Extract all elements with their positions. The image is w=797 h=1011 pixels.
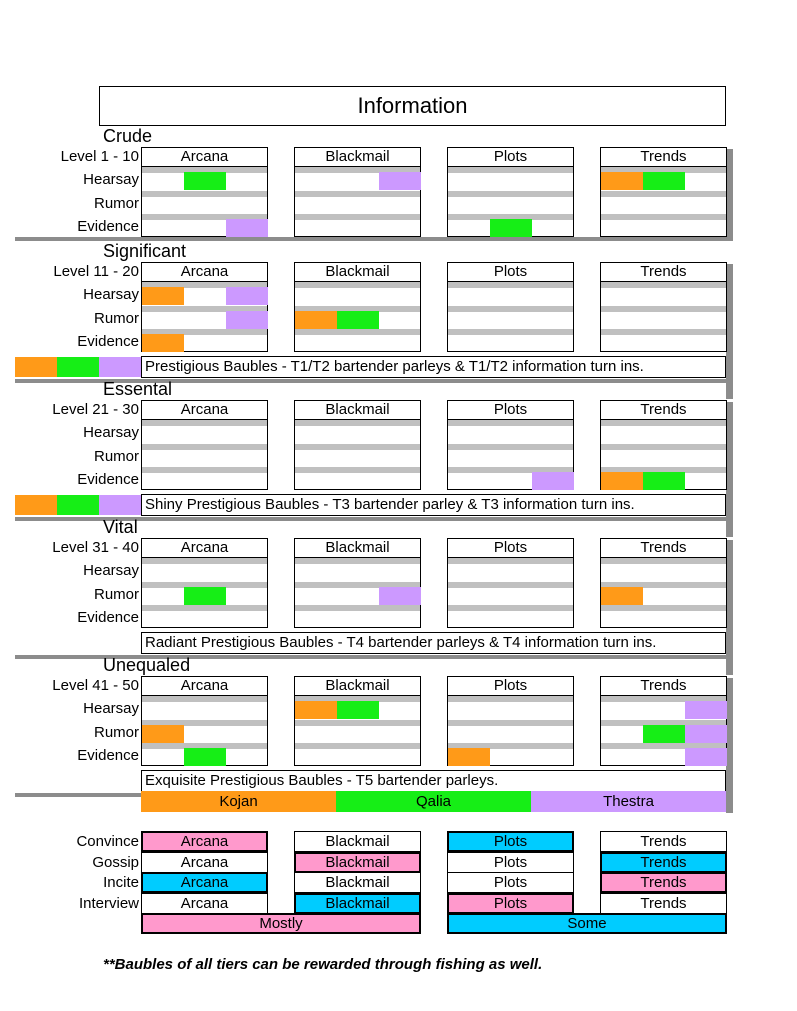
row-separator <box>448 605 573 611</box>
row-separator <box>295 282 420 288</box>
row-separator <box>142 467 267 473</box>
row-separator <box>448 444 573 450</box>
column-header-blackmail: Blackmail <box>294 676 421 696</box>
row-separator <box>601 558 726 564</box>
info-bar-thestra <box>226 219 268 237</box>
row-separator <box>601 329 726 335</box>
column-header-plots: Plots <box>447 147 574 167</box>
action-cell-trends: Trends <box>600 852 727 873</box>
summary-some: Some <box>447 913 727 934</box>
row-label-rumor: Rumor <box>93 447 139 465</box>
row-label-evidence: Evidence <box>77 218 139 235</box>
footnote: **Baubles of all tiers can be rewarded through fishing as well. <box>103 956 543 973</box>
action-cell-plots: Plots <box>447 831 574 852</box>
info-bar-qalia <box>643 725 685 743</box>
section-title: Essental <box>103 379 173 399</box>
level-range: Level 11 - 20 <box>53 263 139 280</box>
table-shadow <box>726 149 733 240</box>
row-separator <box>295 605 420 611</box>
row-separator <box>448 696 573 702</box>
info-bar-qalia <box>490 219 532 237</box>
row-label-hearsay: Hearsay <box>83 171 139 188</box>
info-bar-kojan <box>601 587 643 605</box>
column-header-plots: Plots <box>447 538 574 558</box>
column-grid <box>600 281 727 352</box>
tier-note: Prestigious Baubles - T1/T2 bartender parleys & T1/T2 information turn ins. <box>141 356 726 378</box>
row-separator <box>601 444 726 450</box>
row-separator <box>448 306 573 312</box>
row-separator <box>142 558 267 564</box>
row-separator <box>142 444 267 450</box>
row-separator <box>295 214 420 220</box>
row-separator <box>295 444 420 450</box>
info-bar-qalia <box>643 472 685 490</box>
column-header-arcana: Arcana <box>141 400 268 420</box>
level-range: Level 41 - 50 <box>52 677 139 694</box>
info-bar-kojan <box>601 172 643 190</box>
info-bar-kojan <box>142 725 184 743</box>
tier-note: Shiny Prestigious Baubles - T3 bartender parley & T3 information turn ins. <box>141 494 726 516</box>
column-header-trends: Trends <box>600 676 727 696</box>
info-bar-thestra <box>379 587 421 605</box>
row-separator <box>601 282 726 288</box>
row-separator <box>295 467 420 473</box>
row-separator <box>448 558 573 564</box>
info-bar-kojan <box>295 701 337 719</box>
column-header-blackmail: Blackmail <box>294 147 421 167</box>
row-separator <box>448 282 573 288</box>
note-swatch-kojan <box>15 495 57 515</box>
row-separator <box>601 605 726 611</box>
row-label-rumor: Rumor <box>93 309 139 327</box>
column-header-blackmail: Blackmail <box>294 538 421 558</box>
legend-qalia: Qalia <box>336 791 531 812</box>
row-separator <box>448 329 573 335</box>
info-bar-qalia <box>184 172 226 190</box>
action-cell-blackmail: Blackmail <box>294 831 421 852</box>
column-header-arcana: Arcana <box>141 676 268 696</box>
legend-thestra: Thestra <box>531 791 726 812</box>
info-bar-kojan <box>142 334 184 352</box>
row-label-hearsay: Hearsay <box>83 424 139 441</box>
column-header-trends: Trends <box>600 400 727 420</box>
row-separator <box>448 167 573 173</box>
tier-note: Radiant Prestigious Baubles - T4 bartender parleys & T4 information turn ins. <box>141 632 726 654</box>
row-label-evidence: Evidence <box>77 333 139 350</box>
info-bar-kojan <box>448 748 490 766</box>
info-bar-thestra <box>379 172 421 190</box>
row-label-hearsay: Hearsay <box>83 562 139 579</box>
info-bar-kojan <box>601 472 643 490</box>
legend-kojan: Kojan <box>141 791 336 812</box>
action-cell-trends: Trends <box>600 872 727 893</box>
row-label-hearsay: Hearsay <box>83 286 139 303</box>
row-separator <box>601 306 726 312</box>
action-label-gossip: Gossip <box>92 853 139 871</box>
row-separator <box>448 420 573 426</box>
note-swatch-thestra <box>99 357 141 377</box>
row-separator <box>448 720 573 726</box>
row-label-evidence: Evidence <box>77 609 139 626</box>
info-bar-thestra <box>685 725 727 743</box>
row-separator <box>142 420 267 426</box>
action-cell-arcana: Arcana <box>141 893 268 914</box>
info-bar-thestra <box>532 472 574 490</box>
column-header-plots: Plots <box>447 262 574 282</box>
row-separator <box>601 214 726 220</box>
column-header-arcana: Arcana <box>141 147 268 167</box>
note-swatch-qalia <box>57 357 99 377</box>
info-bar-qalia <box>643 172 685 190</box>
row-label-rumor: Rumor <box>93 723 139 741</box>
column-header-trends: Trends <box>600 147 727 167</box>
row-separator <box>448 191 573 197</box>
action-label-interview: Interview <box>78 894 139 912</box>
action-label-convince: Convince <box>76 833 139 850</box>
row-separator <box>601 191 726 197</box>
row-label-rumor: Rumor <box>93 194 139 212</box>
action-cell-plots: Plots <box>447 893 574 914</box>
row-separator <box>295 743 420 749</box>
section-title: Unequaled <box>103 655 191 675</box>
row-separator <box>295 191 420 197</box>
summary-mostly: Mostly <box>141 913 421 934</box>
info-bar-thestra <box>226 287 268 305</box>
row-separator <box>295 329 420 335</box>
info-bar-qalia <box>184 587 226 605</box>
section-title: Significant <box>103 241 187 261</box>
row-label-rumor: Rumor <box>93 585 139 603</box>
info-bar-qalia <box>337 311 379 329</box>
action-cell-trends: Trends <box>600 893 727 914</box>
info-bar-thestra <box>685 748 727 766</box>
note-swatch-qalia <box>57 495 99 515</box>
column-header-trends: Trends <box>600 538 727 558</box>
row-separator <box>142 696 267 702</box>
row-separator <box>295 420 420 426</box>
note-swatch-kojan <box>15 357 57 377</box>
action-cell-blackmail: Blackmail <box>294 893 421 914</box>
row-separator <box>142 191 267 197</box>
info-bar-kojan <box>295 311 337 329</box>
column-header-arcana: Arcana <box>141 262 268 282</box>
level-range: Level 31 - 40 <box>52 539 139 556</box>
row-label-evidence: Evidence <box>77 471 139 488</box>
info-bar-kojan <box>142 287 184 305</box>
row-label-hearsay: Hearsay <box>83 700 139 717</box>
column-header-plots: Plots <box>447 676 574 696</box>
column-grid <box>294 419 421 490</box>
row-separator <box>448 582 573 588</box>
column-header-blackmail: Blackmail <box>294 400 421 420</box>
row-label-evidence: Evidence <box>77 747 139 764</box>
column-header-trends: Trends <box>600 262 727 282</box>
column-grid <box>447 557 574 628</box>
column-header-arcana: Arcana <box>141 538 268 558</box>
row-separator <box>601 420 726 426</box>
level-range: Level 21 - 30 <box>52 401 139 418</box>
note-swatch-thestra <box>99 495 141 515</box>
info-bar-qalia <box>337 701 379 719</box>
action-cell-arcana: Arcana <box>141 831 268 852</box>
section-title: Crude <box>103 126 153 146</box>
page-title: Information <box>99 86 726 126</box>
column-grid <box>447 281 574 352</box>
action-cell-arcana: Arcana <box>141 852 268 873</box>
column-grid <box>141 419 268 490</box>
action-cell-trends: Trends <box>600 831 727 852</box>
row-separator <box>142 605 267 611</box>
action-cell-blackmail: Blackmail <box>294 872 421 893</box>
action-cell-plots: Plots <box>447 872 574 893</box>
info-bar-qalia <box>184 748 226 766</box>
row-separator <box>295 720 420 726</box>
action-cell-arcana: Arcana <box>141 872 268 893</box>
info-bar-thestra <box>685 701 727 719</box>
row-separator <box>295 558 420 564</box>
section-title: Vital <box>103 517 138 537</box>
action-cell-plots: Plots <box>447 852 574 873</box>
level-range: Level 1 - 10 <box>60 148 139 165</box>
column-header-blackmail: Blackmail <box>294 262 421 282</box>
info-bar-thestra <box>226 311 268 329</box>
action-cell-blackmail: Blackmail <box>294 852 421 873</box>
column-header-plots: Plots <box>447 400 574 420</box>
tier-note: Exquisite Prestigious Baubles - T5 bartender parleys. <box>141 770 726 792</box>
action-label-incite: Incite <box>103 874 139 891</box>
